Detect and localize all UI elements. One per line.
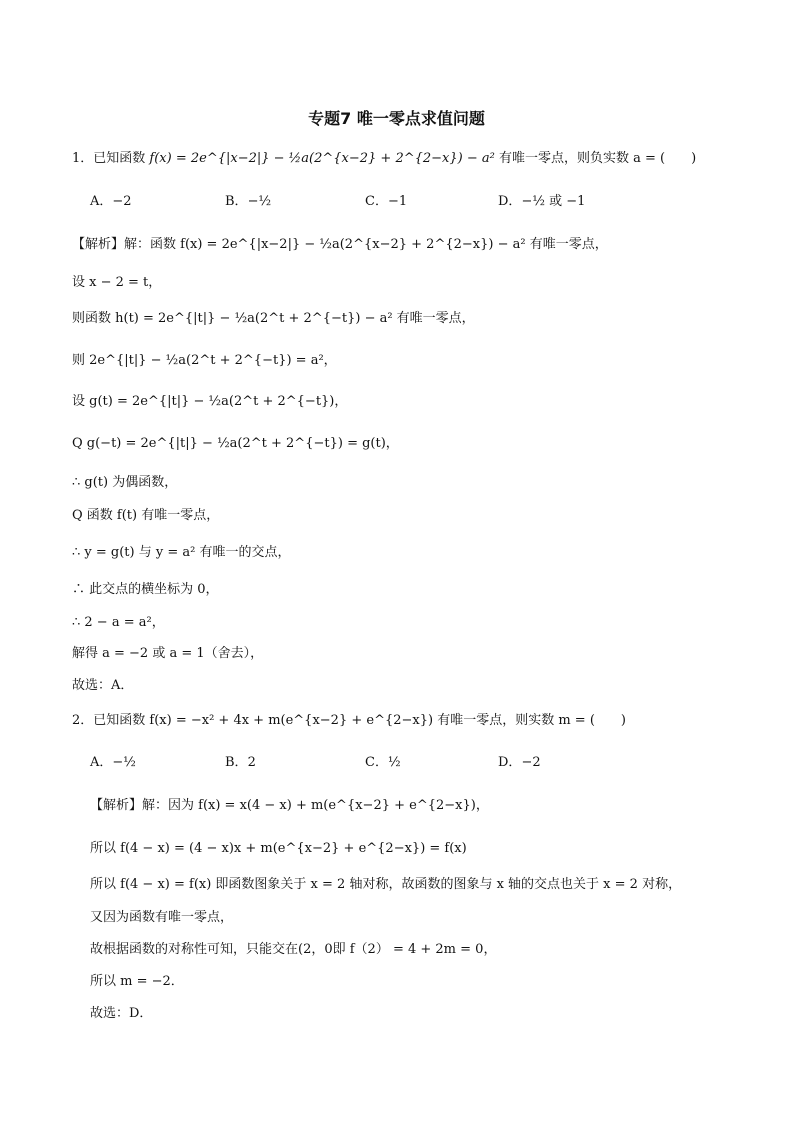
q1-solution-line: ∴ g(t) 为偶函数， [72,475,178,490]
q1-option-c [365,193,407,211]
q1-solution-line: 设 x − 2 = t， [72,275,162,290]
q1-stem-formula: f(x) = 2e^{|x−2|} − ½a(2^{x−2} + 2^{2−x}) − a² [149,151,499,166]
q1-option-d-label: D． [498,194,522,209]
q1-option-c-label: C． [365,194,388,209]
q2-solution-line: 故根据函数的对称性可知，只能交在(2，0即 f（2） = 4 + 2m = 0， [90,942,497,957]
q1-option-c-value: −1 [387,194,408,209]
q2-option-c-value: ½ [387,755,401,770]
q2-option-d-value: −2 [521,755,541,770]
q1-stem-prefix: 1．已知函数 [72,151,146,166]
page-title: 专题7 唯一零点求值问题 [308,109,485,128]
q2-option-a-value: −½ [112,755,136,770]
q1-solution-line: 设 g(t) = 2e^{|t|} − ½a(2^t + 2^{−t})， [72,394,348,409]
q1-option-a-value: −2 [112,194,132,209]
q1-stem-suffix: 有唯一零点，则负实数 a = ( ) [498,151,697,166]
q1-solution-line: 则函数 h(t) = 2e^{|t|} − ½a(2^t + 2^{−t}) − a² 有唯一零点， [72,311,475,326]
q2-option-b-value: 2 [247,755,256,770]
q2-solution-line: 【解析】解：因为 f(x) = x(4 − x) + m(e^{x−2} + e^{2−x})， [90,798,489,813]
q1-solution-line: ∴ 2 − a = a²， [72,615,165,630]
q2-option-d [498,754,541,772]
q2-option-a [90,754,136,772]
q1-solution-line: 【解析】解：函数 f(x) = 2e^{|x−2|} − ½a(2^{x−2} + 2^{2−x}) − a² 有唯一零点， [72,237,608,252]
q2-solution-line: 所以 m = −2． [90,974,184,989]
q1-option-b-value: −½ [247,194,272,209]
q2-option-a-label: A． [90,755,113,770]
q1-solution-line: 则 2e^{|t|} − ½a(2^t + 2^{−t}) = a²， [72,353,337,368]
q1-option-b [225,193,271,211]
q2-solution-line: 所以 f(4 − x) = (4 − x)x + m(e^{x−2} + e^{2−x}) = f(x) [90,841,467,856]
q2-option-c [365,754,401,772]
q1-option-a-label: A． [90,194,113,209]
q2-stem: 2．已知函数 f(x) = −x² + 4x + m(e^{x−2} + e^{2−x}) 有唯一零点，则实数 m = ( ) [72,713,626,728]
q1-solution-line: 故选：A． [72,678,134,693]
q1-solution-line: ∴ y = g(t) 与 y = a² 有唯一的交点， [72,545,291,560]
q2-solution-line: 所以 f(4 − x) = f(x) 即函数图象关于 x = 2 轴对称，故函数的图象与 x 轴的交点也关于 x = 2 对称， [90,877,682,892]
q1-option-a [90,193,132,211]
q1-option-b-label: B． [225,194,248,209]
q2-solution-line: 故选：D． [90,1006,153,1021]
q2-option-b [225,754,256,772]
q1-solution-line: Q 函数 f(t) 有唯一零点， [72,508,220,523]
q1-solution-line: Q g(−t) = 2e^{|t|} − ½a(2^t + 2^{−t}) = g(t)， [72,436,399,451]
q2-option-d-label: D． [498,755,522,770]
q1-solution-line: ∴ 此交点的横坐标为 0， [72,582,219,597]
q1-solution-line: 解得 a = −2 或 a = 1（舍去）， [72,646,264,661]
q2-option-c-label: C． [365,755,388,770]
q2-option-b-label: B． [225,755,248,770]
q1-option-d [498,193,585,211]
q2-solution-line: 又因为函数有唯一零点， [90,910,234,925]
q1-stem [72,150,696,168]
q1-option-d-value: −½ 或 −1 [521,194,586,209]
